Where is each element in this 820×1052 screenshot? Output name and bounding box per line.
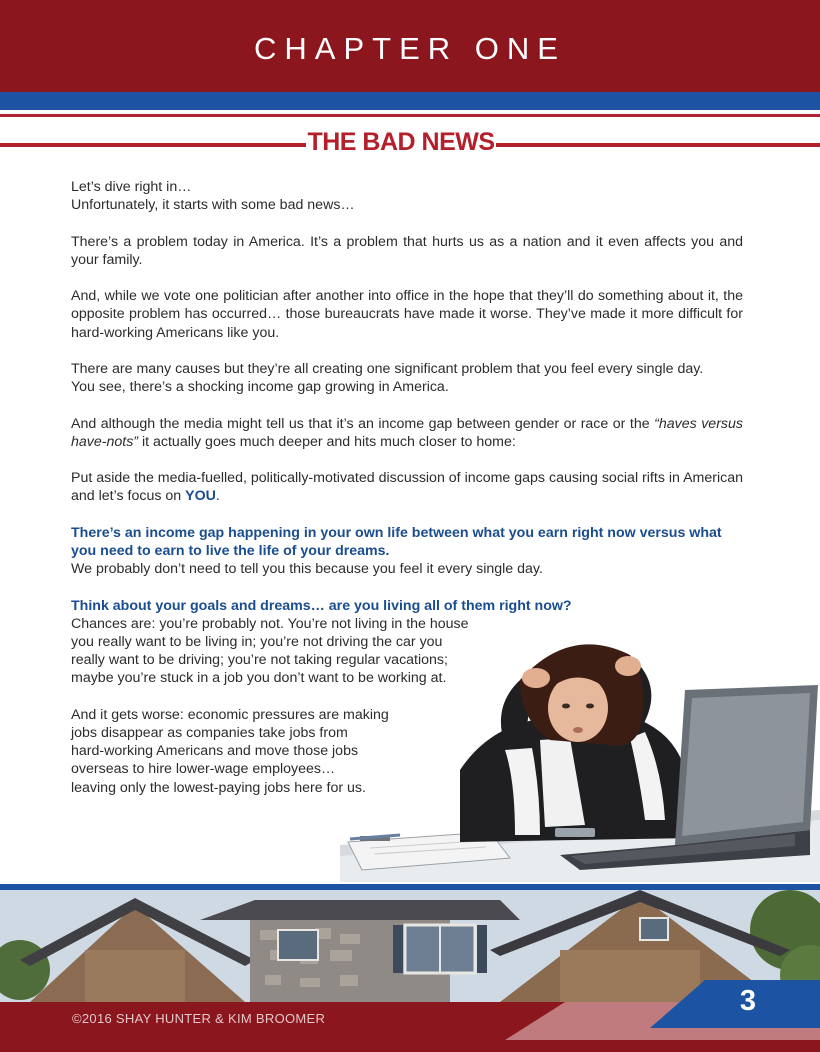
paragraph-problem: There’s a problem today in America. It’s a problem that hurts us as a nation and it even affects you and your family. bbox=[71, 233, 743, 268]
media-text-end: it actually goes much deeper and hits much closer to home: bbox=[138, 433, 516, 450]
intro-line-1: Let’s dive right in… bbox=[71, 179, 192, 195]
paragraph-media bbox=[71, 415, 743, 451]
worse-line-4: overseas to hire lower-wage employees… bbox=[71, 761, 336, 778]
paragraph-politicians: And, while we vote one politician after another into office in the hope that they’ll do something about it, the opposite problem has occurred… those bureaucrats have made it worse. They’ve made it more difficult for hard-working Americans like you. bbox=[71, 288, 743, 341]
media-quote: “haves versus have-nots” bbox=[71, 415, 743, 450]
worse-line-2: jobs disappear as companies take jobs from bbox=[71, 724, 348, 741]
title-rule-left bbox=[0, 143, 306, 147]
dreams-callout: Think about your goals and dreams… are you living all of them right now? bbox=[71, 597, 572, 614]
paragraph-intro bbox=[71, 178, 743, 214]
focus-you: YOU bbox=[185, 488, 216, 505]
section-title-row bbox=[0, 128, 820, 162]
worse-line-5: leaving only the lowest-paying jobs here for us. bbox=[71, 779, 366, 796]
causes-line-2: You see, there’s a shocking income gap growing in America. bbox=[71, 379, 449, 396]
chapter-header bbox=[0, 0, 820, 92]
dreams-line-4: maybe you’re stuck in a job you don’t want to be working at. bbox=[71, 670, 447, 687]
title-rule-right bbox=[496, 143, 820, 147]
dreams-line-1: Chances are: you’re probably not. You’re not living in the house bbox=[71, 615, 469, 632]
focus-text: Put aside the media-fuelled, politically-motivated discussion of income gaps causing social rifts in American and let’s focus on bbox=[71, 470, 743, 505]
page-number: 3 bbox=[739, 985, 757, 1017]
income-gap-line: We probably don’t need to tell you this because you feel it every single day. bbox=[71, 561, 543, 578]
header-red-stripe bbox=[0, 114, 820, 117]
section-title: THE BAD NEWS bbox=[307, 128, 495, 156]
worse-line-3: hard-working Americans and move those jobs bbox=[71, 743, 359, 760]
focus-period: . bbox=[215, 488, 220, 505]
media-text-start: And although the media might tell us that it’s an income gap between gender or race or the bbox=[71, 415, 655, 432]
income-gap-callout: There’s an income gap happening in your own life between what you earn right now versus what you need to earn to live the life of your dreams. bbox=[71, 524, 722, 559]
intro-line-2: Unfortunately, it starts with some bad news… bbox=[71, 197, 355, 214]
paragraph-causes bbox=[71, 360, 743, 396]
paragraph-income-gap bbox=[71, 524, 743, 579]
worse-line-1: And it gets worse: economic pressures are making bbox=[71, 706, 389, 723]
copyright-text: ©2016 SHAY HUNTER & KIM BROOMER bbox=[72, 1011, 326, 1026]
paragraph-focus bbox=[71, 469, 743, 505]
causes-line-1: There are many causes but they’re all creating one significant problem that you feel every single day. bbox=[71, 360, 704, 377]
chapter-title: CHAPTER ONE bbox=[254, 31, 566, 66]
dreams-line-3: really want to be driving; you’re not taking regular vacations; bbox=[71, 652, 448, 669]
header-blue-stripe bbox=[0, 92, 820, 110]
stressed-woman-laptop-image bbox=[340, 620, 820, 882]
dreams-line-2: you really want to be living in; you’re not driving the car you bbox=[71, 633, 443, 650]
